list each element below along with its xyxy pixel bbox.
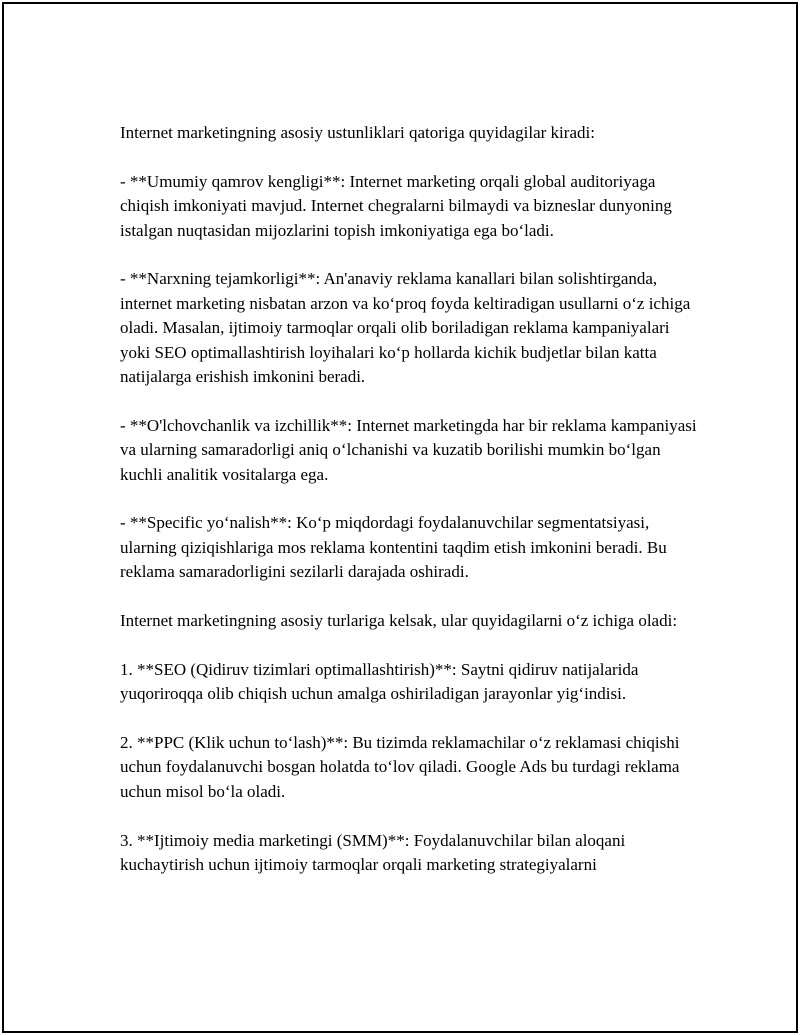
list-item-targeting: - **Specific yo‘nalish**: Ko‘p miqdordagi foydalanuvchilar segmentatsiyasi, ularning qiziqishlariga mos reklama kontentini taqdim etish imkonini beradi. Bu reklama samaradorligini sezilarli darajada oshiradi. — [120, 513, 667, 582]
list-item-reach: - **Umumiy qamrov kengligi**: Internet marketing orqali global auditoriyaga chiqish imkoniyati mavjud. Internet chegralarni bilmaydi va bizneslar dunyoning istalgan nuqtasidan mijozlarini topish imkoniyatiga ega bo‘ladi. — [120, 171, 672, 240]
numbered-item-ppc: 2. **PPC (Klik uchun to‘lash)**: Bu tizimda reklamachilar o‘z reklamasi chiqishi uchun foydalanuvchi bosgan holatda to‘lov qiladi. Google Ads bu turdagi reklama uchun misol bo‘la oladi. — [120, 733, 680, 801]
page-frame — [2, 2, 798, 1033]
numbered-item-smm: 3. **Ijtimoiy media marketingi (SMM)**: Foydalanuvchilar bilan aloqani kuchaytirish uchun ijtimoiy tarmoqlar orqali marketing strategiyalarni — [120, 830, 626, 875]
numbered-item-seo: 1. **SEO (Qidiruv tizimlari optimallashtirish)**: Saytni qidiruv natijalarida yuqoriroqqa olib chiqish uchun amalga oshiriladigan jarayonlar yig‘indisi. — [120, 659, 639, 704]
types-intro-paragraph: Internet marketingning asosiy turlariga kelsak, ular quyidagilarni o‘z ichiga oladi: — [120, 611, 678, 631]
list-item-cost: - **Narxning tejamkorligi**: An'anaviy reklama kanallari bilan solishtirganda, internet marketing nisbatan arzon va ko‘proq foyda keltiradigan usullarni o‘z ichiga oladi. Masalan, ijtimoiy tarmoqlar orqali olib boriladigan reklama kampaniyalari yoki SEO optimallashtirish loyihalari ko‘p hollarda kichik budjetlar bilan katta natijalarga erishish imkonini beradi. — [120, 269, 691, 387]
intro-paragraph: Internet marketingning asosiy ustunliklari qatoriga quyidagilar kiradi: — [120, 123, 595, 142]
document-body — [120, 121, 700, 902]
list-item-measurability: - **O'lchovchanlik va izchillik**: Internet marketingda har bir reklama kampaniyasi va ularning samaradorligi aniq o‘lchanishi va kuzatib borilishi mumkin bo‘lgan kuchli analitik vositalarga ega. — [120, 415, 697, 484]
